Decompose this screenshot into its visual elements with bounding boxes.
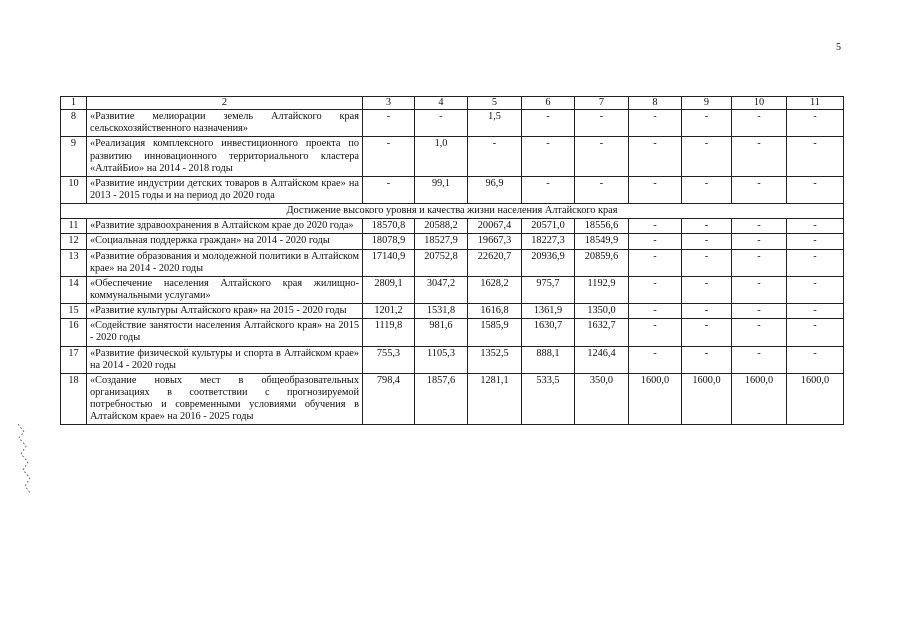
value-cell: - [629,110,682,137]
value-cell: 17140,9 [363,249,415,276]
column-header: 11 [787,97,844,110]
column-header: 1 [61,97,87,110]
value-cell: 96,9 [468,176,522,203]
value-cell: - [787,319,844,346]
value-cell: - [787,176,844,203]
column-header: 4 [415,97,468,110]
value-cell: 1192,9 [575,276,629,303]
value-cell: 755,3 [363,346,415,373]
table-row [61,346,844,373]
value-cell: 1361,9 [522,304,575,319]
program-name: «Развитие здравоохранения в Алтайском крае до 2020 года» [87,219,363,234]
value-cell: - [629,346,682,373]
margin-scribble [14,418,36,498]
budget-table [60,96,844,425]
program-name: «Развитие культуры Алтайского края» на 2015 - 2020 годы [87,304,363,319]
value-cell: 1246,4 [575,346,629,373]
value-cell: 1600,0 [629,373,682,425]
value-cell: - [682,219,732,234]
value-cell: 1105,3 [415,346,468,373]
value-cell: 18527,9 [415,234,468,249]
value-cell: - [522,176,575,203]
value-cell: 798,4 [363,373,415,425]
value-cell: - [363,176,415,203]
column-header: 2 [87,97,363,110]
value-cell: - [415,110,468,137]
program-name: «Развитие индустрии детских товаров в Алтайском крае» на 2013 - 2015 годы и на период до 2020 года [87,176,363,203]
value-cell: - [787,249,844,276]
table-row [61,219,844,234]
section-title: Достижение высокого уровня и качества жизни населения Алтайского края [61,204,844,219]
value-cell: 3047,2 [415,276,468,303]
value-cell: 1600,0 [787,373,844,425]
value-cell: - [682,304,732,319]
value-cell: 20588,2 [415,219,468,234]
value-cell: - [732,234,787,249]
value-cell: 1119,8 [363,319,415,346]
value-cell: - [787,304,844,319]
column-header: 7 [575,97,629,110]
value-cell: 1585,9 [468,319,522,346]
value-cell: 18570,8 [363,219,415,234]
value-cell: - [629,176,682,203]
row-number: 17 [61,346,87,373]
table-row [61,176,844,203]
value-cell: 20936,9 [522,249,575,276]
column-header: 10 [732,97,787,110]
value-cell: 533,5 [522,373,575,425]
value-cell: - [732,249,787,276]
value-cell: 20859,6 [575,249,629,276]
value-cell: - [732,276,787,303]
value-cell: 1857,6 [415,373,468,425]
value-cell: - [682,319,732,346]
row-number: 10 [61,176,87,203]
row-number: 8 [61,110,87,137]
value-cell: 975,7 [522,276,575,303]
value-cell: 1600,0 [732,373,787,425]
value-cell: - [575,137,629,176]
value-cell: 1630,7 [522,319,575,346]
table-row [61,373,844,425]
value-cell: - [732,137,787,176]
row-number: 15 [61,304,87,319]
value-cell: - [575,176,629,203]
table-row [61,234,844,249]
program-name: «Социальная поддержка граждан» на 2014 - 2020 годы [87,234,363,249]
row-number: 11 [61,219,87,234]
value-cell: - [629,319,682,346]
program-name: «Реализация комплексного инвестиционного проекта по развитию инновационного территориального кластера «АлтайБио» на 2014 - 2018 годы [87,137,363,176]
row-number: 14 [61,276,87,303]
program-name: «Развитие образования и молодежной политики в Алтайском крае» на 2014 - 2020 годы [87,249,363,276]
row-number: 13 [61,249,87,276]
value-cell: - [682,276,732,303]
table-row [61,304,844,319]
row-number: 16 [61,319,87,346]
table-row [61,276,844,303]
value-cell: 20571,0 [522,219,575,234]
value-cell: 18556,6 [575,219,629,234]
value-cell: - [682,346,732,373]
value-cell: - [522,137,575,176]
value-cell: 1201,2 [363,304,415,319]
value-cell: - [629,249,682,276]
value-cell: 1,5 [468,110,522,137]
value-cell: 1350,0 [575,304,629,319]
value-cell: 1531,8 [415,304,468,319]
value-cell: - [682,110,732,137]
value-cell: - [682,176,732,203]
value-cell: 1628,2 [468,276,522,303]
value-cell: - [787,137,844,176]
page-number: 5 [836,42,841,53]
value-cell: - [629,276,682,303]
column-header: 6 [522,97,575,110]
value-cell: - [629,219,682,234]
value-cell: 1632,7 [575,319,629,346]
value-cell: 2809,1 [363,276,415,303]
value-cell: - [575,110,629,137]
table-row [61,249,844,276]
value-cell: - [682,234,732,249]
value-cell: - [787,234,844,249]
value-cell: 1600,0 [682,373,732,425]
table-row [61,319,844,346]
column-header: 5 [468,97,522,110]
column-header: 8 [629,97,682,110]
value-cell: - [787,110,844,137]
program-name: «Создание новых мест в общеобразовательных организациях в соответствии с прогнозируемой потребностью и современными условиями обучения в Алтайском крае» на 2016 - 2025 годы [87,373,363,425]
value-cell: 1281,1 [468,373,522,425]
value-cell: - [732,110,787,137]
table-row [61,110,844,137]
value-cell: - [522,110,575,137]
column-header: 3 [363,97,415,110]
header-row [61,97,844,110]
value-cell: - [682,137,732,176]
value-cell: 20752,8 [415,249,468,276]
value-cell: 20067,4 [468,219,522,234]
value-cell: - [732,346,787,373]
value-cell: - [787,276,844,303]
table-row [61,137,844,176]
value-cell: - [787,346,844,373]
value-cell: - [732,304,787,319]
value-cell: - [629,137,682,176]
column-header: 9 [682,97,732,110]
value-cell: 18227,3 [522,234,575,249]
value-cell: - [732,219,787,234]
value-cell: 1616,8 [468,304,522,319]
row-number: 18 [61,373,87,425]
value-cell: 1,0 [415,137,468,176]
value-cell: - [363,110,415,137]
value-cell: 888,1 [522,346,575,373]
value-cell: 1352,5 [468,346,522,373]
value-cell: - [682,249,732,276]
program-name: «Обеспечение населения Алтайского края жилищно-коммунальными услугами» [87,276,363,303]
value-cell: 18078,9 [363,234,415,249]
value-cell: - [732,319,787,346]
value-cell: - [787,219,844,234]
value-cell: - [629,304,682,319]
row-number: 12 [61,234,87,249]
program-name: «Содействие занятости населения Алтайского края» на 2015 - 2020 годы [87,319,363,346]
section-row [61,204,844,219]
value-cell: 350,0 [575,373,629,425]
value-cell: - [732,176,787,203]
program-name: «Развитие мелиорации земель Алтайского края сельскохозяйственного назначения» [87,110,363,137]
value-cell: 22620,7 [468,249,522,276]
row-number: 9 [61,137,87,176]
value-cell: - [363,137,415,176]
value-cell: 19667,3 [468,234,522,249]
program-name: «Развитие физической культуры и спорта в Алтайском крае» на 2014 - 2020 годы [87,346,363,373]
value-cell: 18549,9 [575,234,629,249]
value-cell: - [629,234,682,249]
value-cell: 99,1 [415,176,468,203]
value-cell: 981,6 [415,319,468,346]
value-cell: - [468,137,522,176]
